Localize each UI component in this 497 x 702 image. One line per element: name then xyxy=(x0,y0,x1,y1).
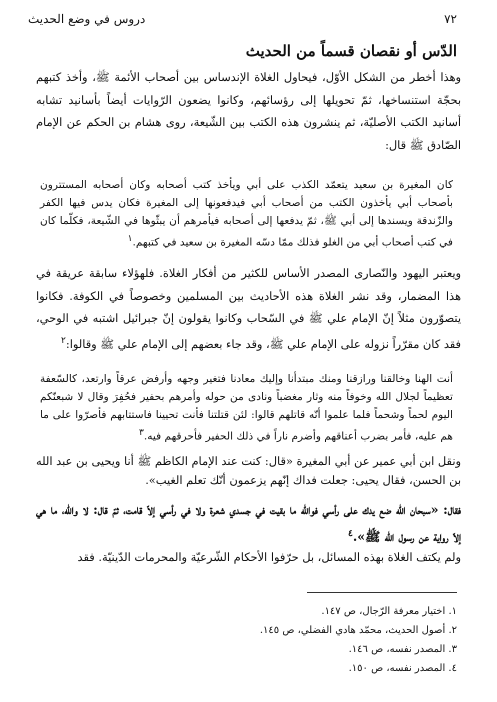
paragraph-2-text: ويعتبر اليهود والنّصارى المصدر الأساس للكثير من أفكار الغلاة. فلهؤلاء سابقة عريقة في هذا المضمار، وقد نشر الغلاة هذه الأحاديث بين المسلمين وخصوصاً في الكوفة. فكانوا يتصوّرون مثلاً إنّ الإمام علي ﷺ في السّحاب وكانوا يقولون إنّ جبرائيل اشتبه في الوحي، فقد كان مقرّراً نزوله على الإمام علي ﷺ، وقد جاء بعضهم إلى الإمام علي ﷺ وقالوا: xyxy=(36,266,461,351)
footnote-divider xyxy=(307,592,457,593)
quote-1 xyxy=(40,176,453,252)
footnote-3: ٣. المصدر نفسه، ص ١٤٦. xyxy=(348,644,457,655)
footnote-mark-2: ٢ xyxy=(61,335,66,346)
quote-2 xyxy=(40,370,453,446)
page-number: ٧٢ xyxy=(444,12,457,26)
paragraph-4-text: فقال: «سبحان الله ضع يدك على رأسي فوالله ما بقيت في جسدي شعرة ولا في رأسي إلاّ قامت، ثمّ قال: لا والله، ما هي إلاّ رواية عن رسول الله ﷺ». xyxy=(36,502,461,545)
footnote-2: ٢. أصول الحديث، محمّد هادي الفضلي، ص ١٤٥. xyxy=(259,625,457,636)
paragraph-5 xyxy=(36,546,461,569)
section-title: الدّس أو نقصان قسماً من الحديث xyxy=(245,42,457,60)
running-title: دروس في وضع الحديث xyxy=(28,12,146,26)
footnote-4: ٤. المصدر نفسه، ص ١٥٠. xyxy=(348,663,457,674)
paragraph-4 xyxy=(36,498,461,549)
paragraph-3-text: ونقل ابن أبي عمير عن أبي المغيرة «قال: كنت عند الإمام الكاظم ﷺ أنا ويحيى بن عبد الله بن الحسن، فقال يحيى: جعلت فداك إنّهم يزعمون أنّك تعلم الغيب». xyxy=(36,454,461,487)
paragraph-3 xyxy=(36,452,461,490)
footnotes-list xyxy=(40,602,457,678)
footnote-1: ١. اختيار معرفة الرّجال، ص ١٤٧. xyxy=(321,606,457,617)
footnote-mark-4: ٤ xyxy=(347,529,353,539)
footnote-mark-1: ١ xyxy=(127,234,133,244)
paragraph-5-text: ولم يكتف الغلاة بهذه المسائل، بل حرّفوا الأحكام الشّرعيّة والمحرمات الدّينيّة. فقد xyxy=(77,550,461,564)
paragraph-1 xyxy=(36,66,461,156)
paragraph-2 xyxy=(36,262,461,355)
running-header xyxy=(28,8,457,30)
quote-2-text: أنت الهنا وخالقنا ورازقنا ومنك مبتدأنا وإليك معادنا فتغير وجهه وأرفض عرقاً وارتعد، كالسّعفة تعظيماً لجلال الله وخوفاً منه وثار مغضباً ونادى من حوله وأمرهم بحفير فحُفِرَ وقال لا شبعنّكم اليوم لحماً وشحماً فلما علموا أنّه قاتلهم قالوا: لئن قتلتنا فأنت تحيينا فاستتابهم فأصرّوا على ما هم عليه، فأمر بضرب أعناقهم وأضرم ناراً في ذلك الحفير فأحرقهم فيه. xyxy=(40,373,453,443)
quote-1-text: كان المغيرة بن سعيد يتعمّد الكذب على أبي ويأخذ كتب أصحابه وكان أصحابه المستترون بأصحاب أبي يأخذون الكتب من أصحاب أبي فيدفعونها إلى المغيرة فكان يدس فيها الكفر والزّندقة ويسندها إلى أبي ﷺ، ثمّ يدفعها إلى أصحابه فيأمرهم أن يبثّوها في الشّيعة، فكلّما كان في كتب أصحاب أبي من الغلو فذلك ممّا دسّه المغيرة بن سعيد في كتبهم. xyxy=(40,179,453,249)
paragraph-1-text: وهذا أخطر من الشكل الأوّل، فيحاول الغلاة الإندساس بين أصحاب الأئمة ﷺ، وأخذ كتبهم بحجّة استنساخها، ثمّ تحويلها إلى رؤسائهم، وكانوا يضعون الرّوايات أيضاً بأسانيد تشابه أسانيد الكتب الأصليّة، ثم ينشرون هذه الكتب بين الشّيعة، روى هشام بن الحكم عن الإمام الصّادق ﷺ قال: xyxy=(36,70,461,152)
footnote-mark-3: ٣ xyxy=(139,428,144,438)
